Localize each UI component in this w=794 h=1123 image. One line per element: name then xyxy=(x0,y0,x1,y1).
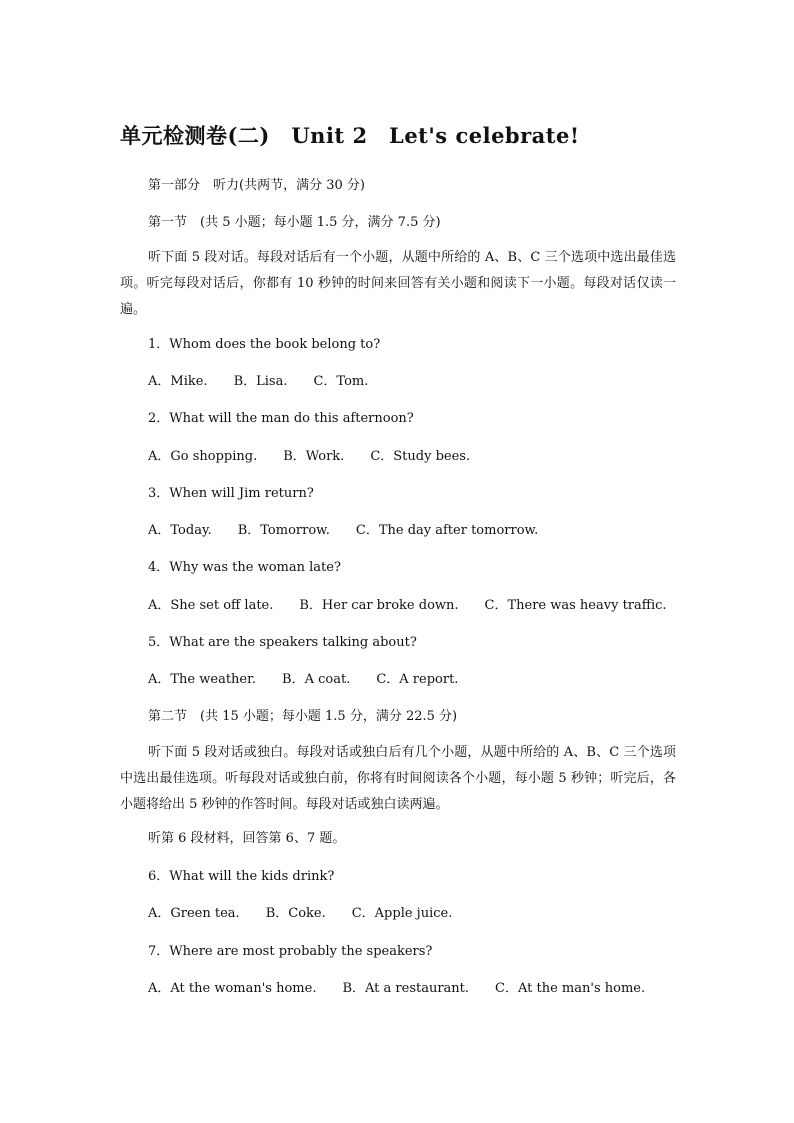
question-2: 2．What will the man do this afternoon? xyxy=(148,411,414,426)
section1-heading: 第一节 (共 5 小题；每小题 1.5 分，满分 7.5 分) xyxy=(148,215,441,230)
option-c: C．At the man's home. xyxy=(495,981,646,996)
option-a: A．The weather. xyxy=(148,672,257,687)
question-7: 7．Where are most probably the speakers? xyxy=(148,944,433,959)
option-a: A．Today. xyxy=(148,523,212,538)
question-1-options xyxy=(148,372,394,392)
option-a: A．She set off late. xyxy=(148,598,274,613)
question-3: 3．When will Jim return? xyxy=(148,486,314,501)
option-b: B．Her car broke down. xyxy=(299,598,459,613)
part1-heading: 第一部分 听力(共两节，满分 30 分) xyxy=(148,178,365,193)
question-1: 1．Whom does the book belong to? xyxy=(148,337,381,352)
option-b: B．Work. xyxy=(283,449,345,464)
question-4: 4．Why was the woman late? xyxy=(148,560,341,575)
section2-heading: 第二节 (共 15 小题；每小题 1.5 分，满分 22.5 分) xyxy=(148,709,458,724)
page-title: 单元检测卷(二) Unit 2 Let's celebrate! xyxy=(120,123,580,148)
option-a: A．Mike. xyxy=(148,374,208,389)
material-note: 听第 6 段材料，回答第 6、7 题。 xyxy=(148,831,346,846)
option-c: C．A report. xyxy=(376,672,459,687)
option-c: C．The day after tomorrow. xyxy=(355,523,539,538)
question-3-options xyxy=(148,521,564,541)
option-b: B．A coat. xyxy=(282,672,351,687)
option-c: C．Tom. xyxy=(313,374,369,389)
section1-instructions: 听下面 5 段对话。每段对话后有一个小题，从题中所给的 A、B、C 三个选项中选出最佳选项。听完每段对话后，你都有 10 秒钟的时间来回答有关小题和阅读下一小题。每段对话仅读一遍。 xyxy=(120,250,676,317)
option-b: B．Lisa. xyxy=(233,374,288,389)
option-b: B．Tomorrow. xyxy=(237,523,330,538)
section2-instructions: 听下面 5 段对话或独白。每段对话或独白后有几个小题，从题中所给的 A、B、C 三个选项中选出最佳选项。听每段对话或独白前，你将有时间阅读各个小题，每小题 5 秒钟；听完后，各小题将给出 5 秒钟的作答时间。每段对话或独白读两遍。 xyxy=(120,745,676,812)
option-a: A．At the woman's home. xyxy=(148,981,317,996)
option-c: C．Apple juice. xyxy=(351,906,453,921)
option-c: C．There was heavy traffic. xyxy=(484,598,667,613)
option-b: B．Coke. xyxy=(265,906,326,921)
question-7-options xyxy=(148,979,671,999)
question-5-options xyxy=(148,670,484,690)
option-a: A．Go shopping. xyxy=(148,449,258,464)
option-a: A．Green tea. xyxy=(148,906,240,921)
question-4-options xyxy=(148,596,693,616)
question-6-options xyxy=(148,904,478,924)
question-6: 6．What will the kids drink? xyxy=(148,869,335,884)
option-b: B．At a restaurant. xyxy=(342,981,470,996)
question-2-options xyxy=(148,447,496,467)
question-5: 5．What are the speakers talking about? xyxy=(148,635,417,650)
option-c: C．Study bees. xyxy=(370,449,471,464)
